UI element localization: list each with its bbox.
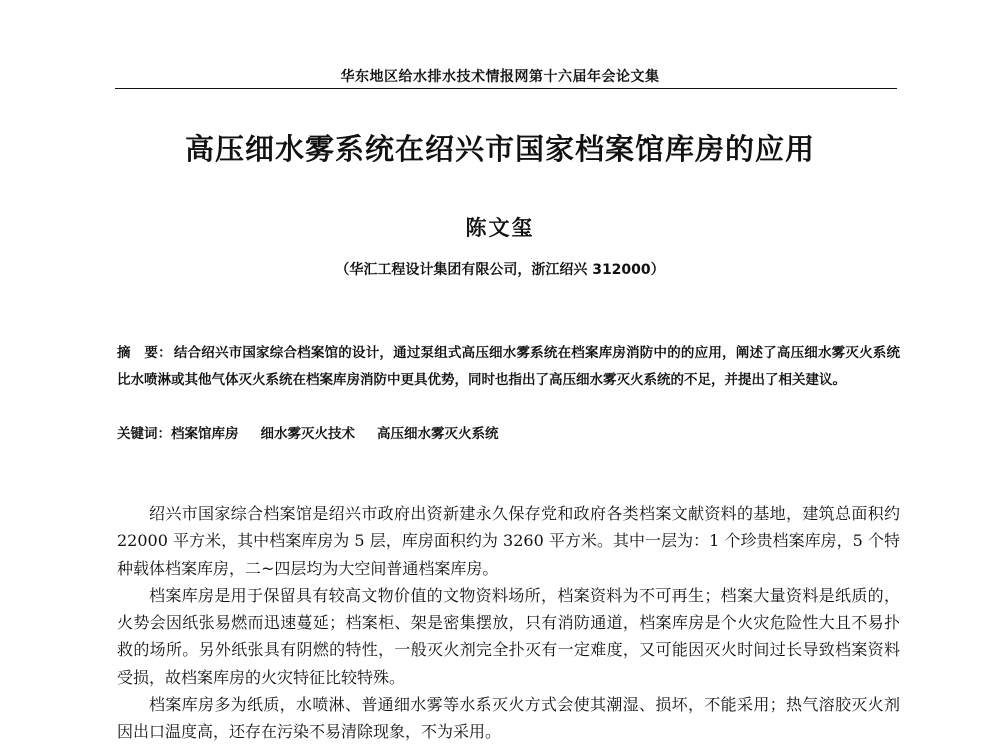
body-paragraph: 档案库房多为纸质，水喷淋、普通细水雾等水系灭火方式会使其潮湿、损坏，不能采用；热气溶胶灭火剂因出口温度高，还存在污染不易清除现象，不为采用。 bbox=[117, 695, 900, 742]
header-rule bbox=[115, 88, 897, 89]
body-paragraph: 绍兴市国家综合档案馆是绍兴市政府出资新建永久保存党和政府各类档案文献资料的基地，建筑总面积约 22000 平方米，其中档案库房为 5 层，库房面积约为 3260 平方米。其中一层为：1 个珍贵档案库房，5 个特种载体档案库房，二~四层均为大空间普通档案库房。 bbox=[117, 504, 900, 578]
running-header: 华东地区给水排水技术情报网第十六届年会论文集 bbox=[340, 69, 660, 85]
keywords bbox=[117, 421, 900, 448]
author-affiliation: （华汇工程设计集团有限公司，浙江绍兴 312000） bbox=[335, 262, 665, 278]
abstract bbox=[117, 340, 900, 394]
paper-title: 高压细水雾系统在绍兴市国家档案馆库房的应用 bbox=[184, 132, 815, 166]
body-paragraph: 档案库房是用于保留具有较高文物价值的文物资料场所，档案资料为不可再生；档案大量资料是纸质的，火势会因纸张易燃而迅速蔓延；档案柜、架是密集摆放，只有消防通道，档案库房是个火灾危险性大且不易扑救的场所。另外纸张具有阴燃的特性，一般灭火剂完全扑灭有一定难度，又可能因灭火时间过长导致档案资料受损，故档案库房的火灾特征比较特殊。 bbox=[117, 585, 900, 687]
abstract-text: 结合绍兴市国家综合档案馆的设计，通过泵组式高压细水雾系统在档案库房消防中的的应用，阐述了高压细水雾灭火系统比水喷淋或其他气体灭火系统在档案库房消防中更具优势，同时也指出了高压细水雾灭火系统的不足，并提出了相关建议。 bbox=[117, 345, 901, 388]
body-text bbox=[117, 500, 900, 746]
keyword-item: 细水雾灭火技术 bbox=[260, 426, 355, 442]
abstract-label: 摘 要： bbox=[117, 345, 172, 361]
author-name: 陈文玺 bbox=[465, 216, 535, 240]
keyword-item: 档案馆库房 bbox=[171, 426, 239, 442]
keywords-label: 关键词： bbox=[117, 426, 171, 442]
keyword-item: 高压细水雾灭火系统 bbox=[377, 426, 499, 442]
